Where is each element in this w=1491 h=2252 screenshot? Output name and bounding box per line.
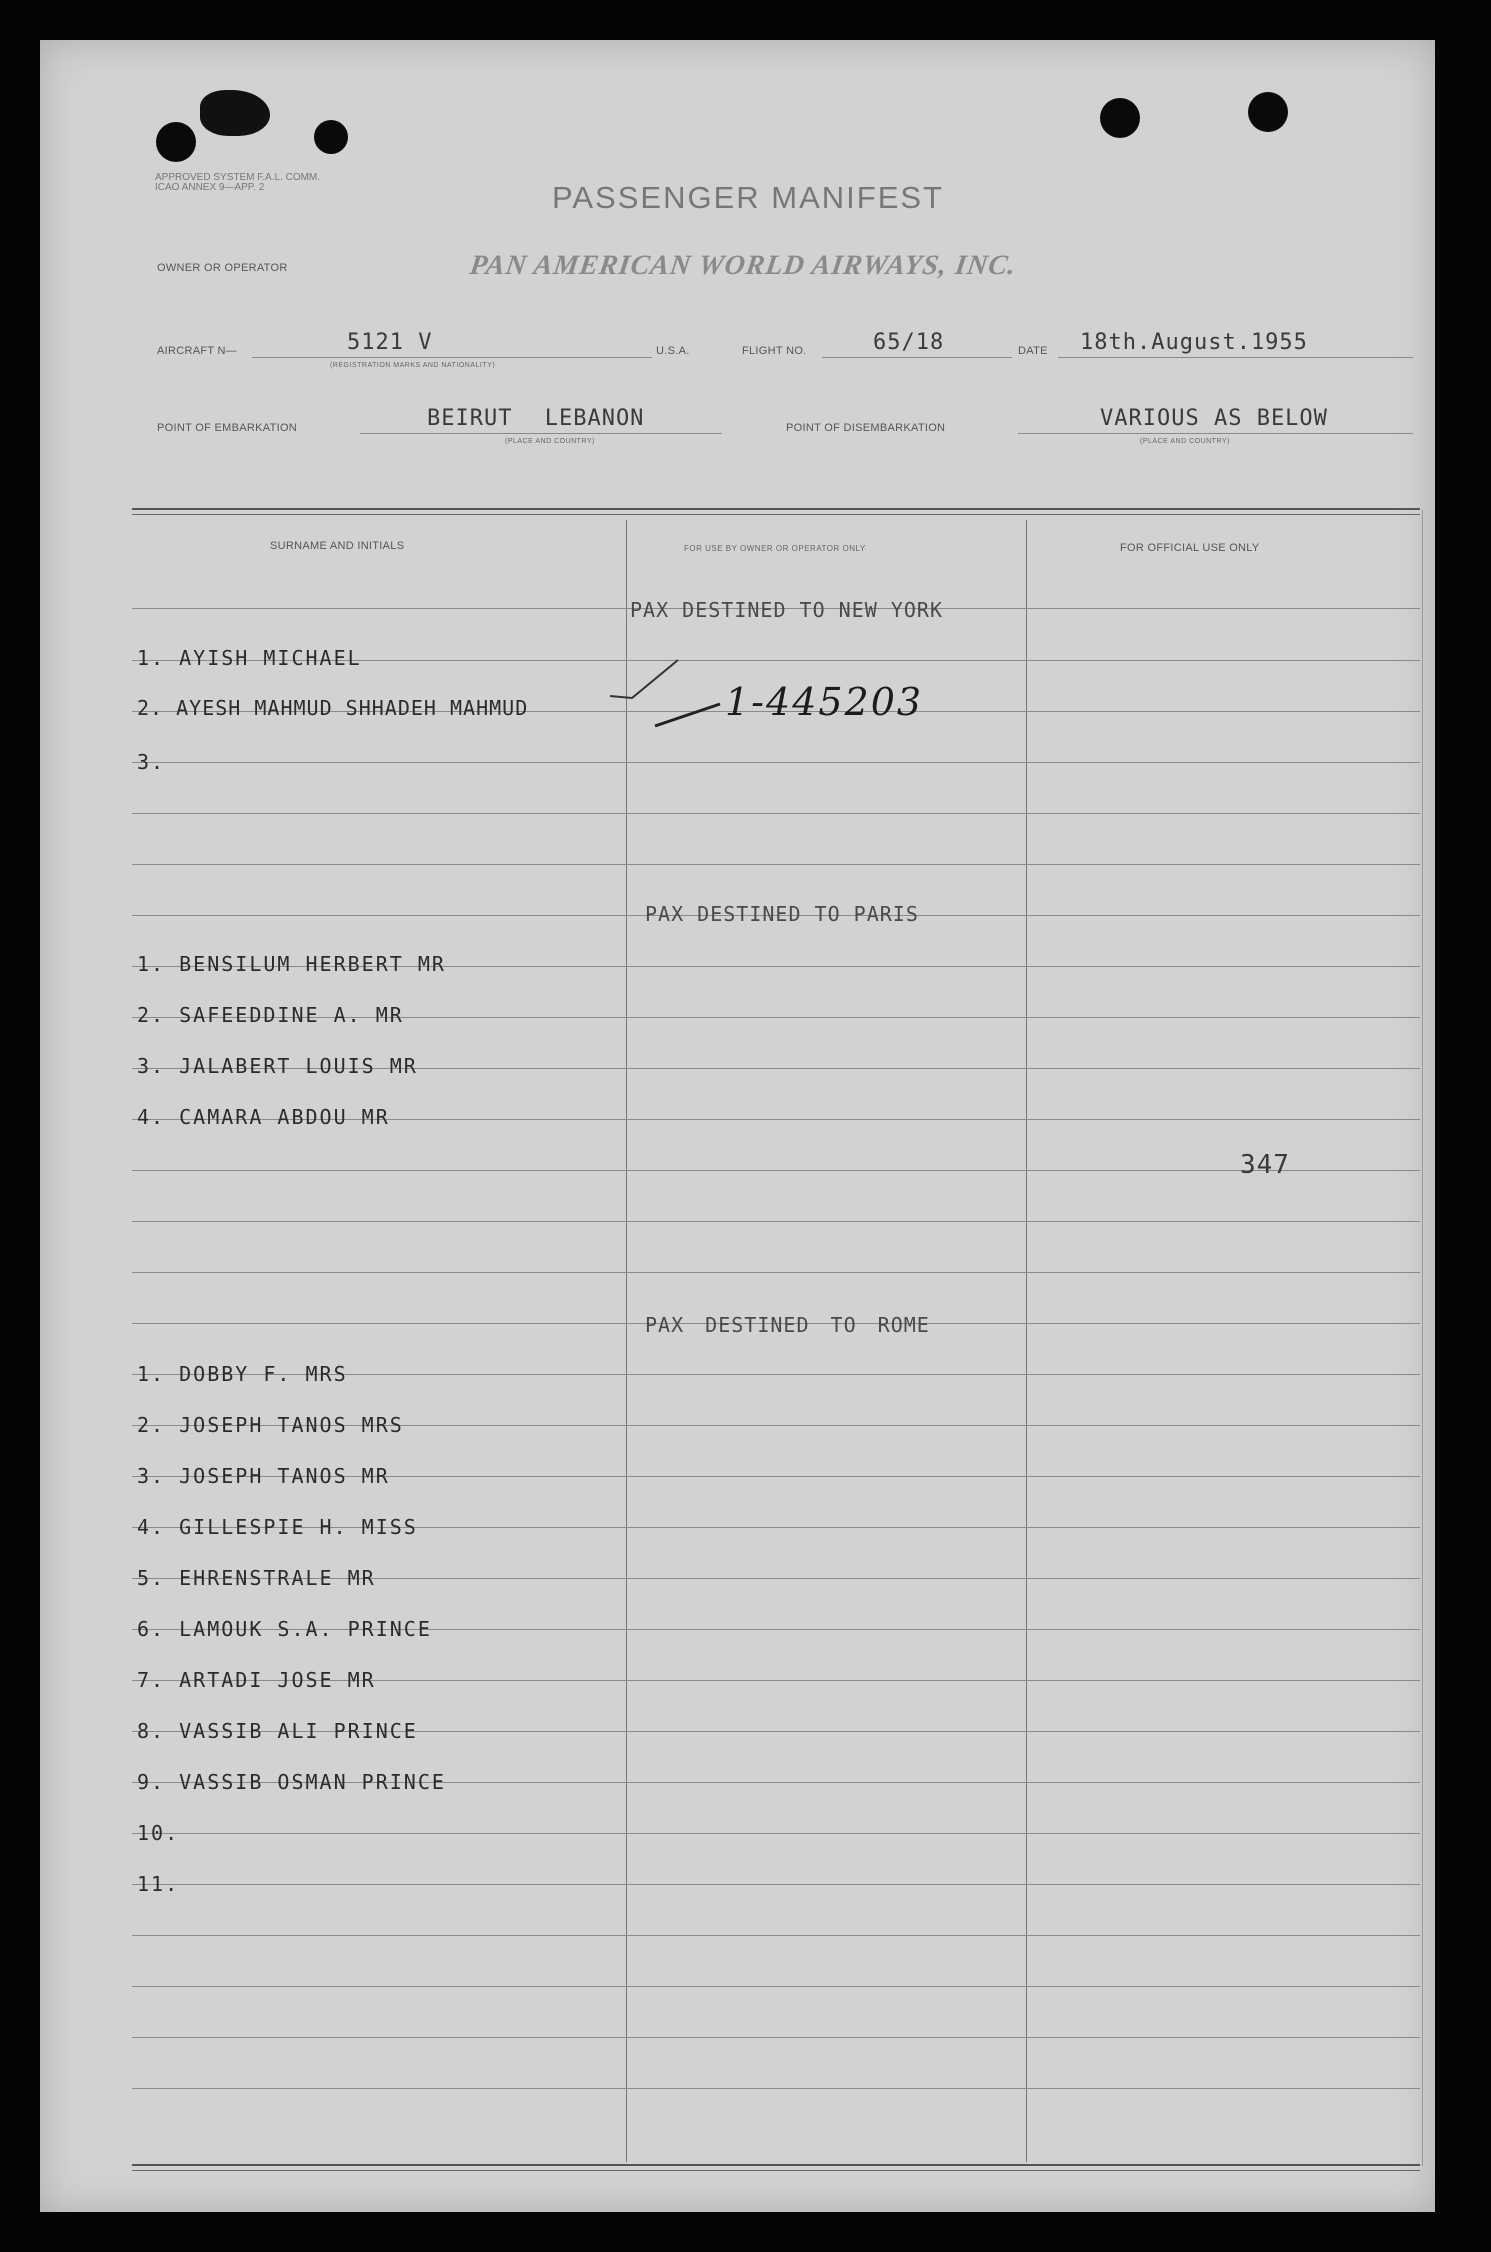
passenger-row: 2. SAFEEDDINE A. MR [137,1003,404,1027]
section-heading-paris: PAX DESTINED TO PARIS [645,902,919,926]
punch-hole-right [1100,98,1140,138]
passenger-row: 1. AYISH MICHAEL [137,646,362,670]
ruled-line [132,813,1420,814]
passenger-row: 10. [137,1821,180,1845]
column-divider-2 [1026,520,1027,2162]
passenger-row: 3. JALABERT LOUIS MR [137,1054,418,1078]
ruled-line [132,2088,1420,2089]
operator-name: PAN AMERICAN WORLD AIRWAYS, INC. [467,250,1019,281]
passenger-row: 1. DOBBY F. MRS [137,1362,348,1386]
passenger-row: 5. EHRENSTRALE MR [137,1566,376,1590]
manifest-sheet [40,40,1435,2212]
aircraft-value: 5121 V [347,330,433,355]
date-underline [1058,357,1413,358]
ruled-line [132,864,1420,865]
flight-underline [822,357,1012,358]
embark-place-note: (PLACE AND COUNTRY) [505,438,595,445]
punch-hole-left [156,122,196,162]
ruled-line [132,1884,1420,1885]
passenger-row: 4. GILLESPIE H. MISS [137,1515,418,1539]
passenger-row: 2. JOSEPH TANOS MRS [137,1413,404,1437]
table-top-rule [132,508,1420,510]
ruled-line [132,762,1420,763]
column-divider-1 [626,520,627,2162]
disembark-place-note: (PLACE AND COUNTRY) [1140,438,1230,445]
column-header-surname: SURNAME AND INITIALS [270,540,405,552]
flight-label: FLIGHT NO. [742,345,807,357]
section-heading-rome: PAX DESTINED TO ROME [645,1313,930,1337]
embark-value: BEIRUT LEBANON [427,406,645,431]
aircraft-label: AIRCRAFT N— [157,345,238,357]
handwritten-check-mark [570,600,680,710]
handwritten-ticket-number: 1-445203 [725,680,924,724]
ruled-line [132,1221,1420,1222]
passenger-row: 8. VASSIB ALI PRINCE [137,1719,418,1743]
passenger-row: 3. [137,750,166,774]
passenger-row: 3. JOSEPH TANOS MR [137,1464,390,1488]
date-label: DATE [1018,345,1048,357]
column-header-official-use: FOR OFFICIAL USE ONLY [1120,542,1260,554]
disembark-label: POINT OF DISEMBARKATION [786,422,946,434]
passenger-row: 2. AYESH MAHMUD SHHADEH MAHMUD [137,696,529,720]
column-header-owner-use: FOR USE BY OWNER OR OPERATOR ONLY [684,544,866,553]
ruled-line [132,1272,1420,1273]
official-number: 347 [1240,1150,1290,1180]
approval-note: APPROVED SYSTEM F.A.L. COMM. ICAO ANNEX 9—APP. 2 [155,172,321,193]
date-value: 18th.August.1955 [1080,330,1308,355]
table-top-rule-2 [132,514,1420,515]
passenger-row: 11. [137,1872,180,1896]
passenger-row: 1. BENSILUM HERBERT MR [137,952,446,976]
table-bottom-rule [132,2164,1420,2166]
ruled-line [132,1833,1420,1834]
usa-label: U.S.A. [656,345,690,357]
aircraft-underline [252,357,652,358]
disembark-value: VARIOUS AS BELOW [1100,406,1328,431]
embark-label: POINT OF EMBARKATION [157,422,298,434]
punch-hole-right-2 [1248,92,1288,132]
passenger-row: 7. ARTADI JOSE MR [137,1668,376,1692]
handwritten-dash [650,696,730,736]
table-right-edge [1422,510,1423,2166]
ink-blot [200,90,270,136]
passenger-row: 4. CAMARA ABDOU MR [137,1105,390,1129]
passenger-row: 6. LAMOUK S.A. PRINCE [137,1617,432,1641]
flight-value: 65/18 [873,330,945,355]
embark-underline [360,433,722,434]
passenger-row: 9. VASSIB OSMAN PRINCE [137,1770,446,1794]
owner-label: OWNER OR OPERATOR [157,262,288,274]
punch-hole-left-2 [314,120,348,154]
ruled-line [132,1986,1420,1987]
section-heading-new-york: PAX DESTINED TO NEW YORK [630,598,943,622]
registration-note: (REGISTRATION MARKS AND NATIONALITY) [330,362,496,369]
page-title: PASSENGER MANIFEST [552,180,944,215]
ruled-line [132,1170,1420,1171]
ruled-line [132,1935,1420,1936]
disembark-underline [1018,433,1413,434]
ruled-line [132,2037,1420,2038]
table-bottom-rule-2 [132,2170,1420,2171]
